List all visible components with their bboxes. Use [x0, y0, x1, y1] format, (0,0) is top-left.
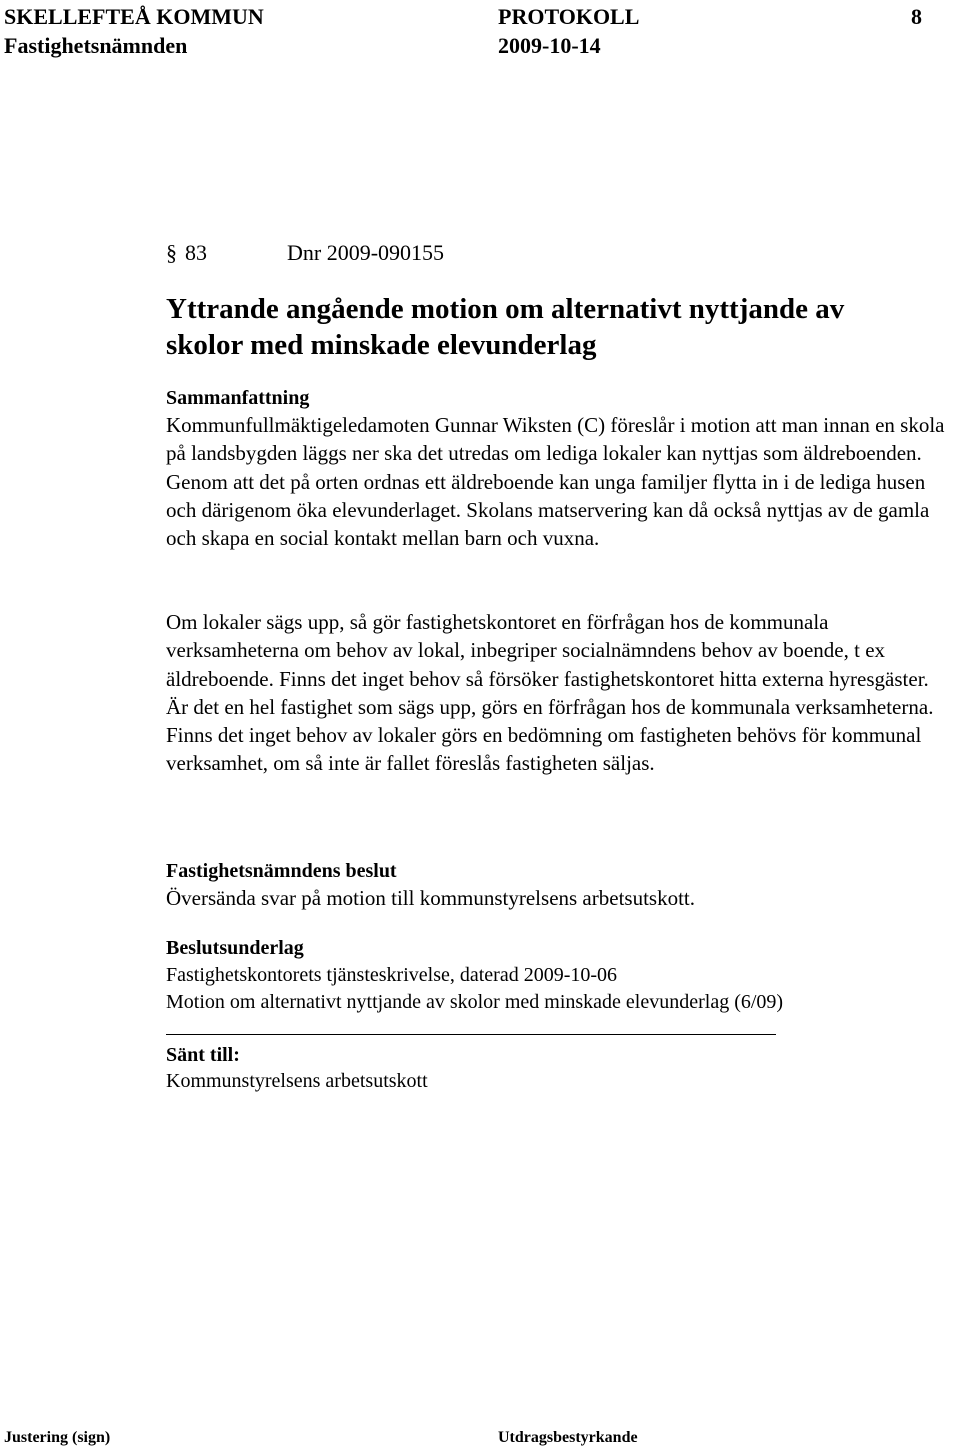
- section-number: 83: [185, 240, 207, 265]
- paragraph-symbol: §: [166, 240, 177, 265]
- case-number: Dnr 2009-090155: [287, 240, 445, 265]
- footer-signature-label: Justering (sign): [4, 1429, 111, 1446]
- summary-paragraph-2: Om lokaler sägs upp, så gör fastighetskontoret en förfrågan hos de kommunala verksamheterna om behov av lokal, inbegriper socialnämndens behov av boende, t ex äldreboende. Finns det inget behov så försöker fastighetskontoret hitta externa hyresgäster. Är det en hel fastighet som sägs upp, görs en förfrågan hos de kommunala verksamheterna. Finns det inget behov av lokaler görs en bedömning om fastigheten behövs för kommunal verksamhet, om så inte är fallet föreslås fastigheten säljas.: [166, 610, 934, 776]
- summary-paragraph-1: Kommunfullmäktigeledamoten Gunnar Wiksten (C) föreslår i motion att man innan en skola på landsbygden läggs ner ska det utredas om lediga lokaler kan nyttjas som äldreboenden. Genom att det på orten ordnas ett äldreboende kan unga familjer flytta in i de lediga husen och därigenom öka elevunderlaget. Skolans matservering kan då också nyttjas av de gamla och skapa en social kontakt mellan barn och vuxna.: [166, 413, 945, 551]
- basis-item-1: Fastighetskontorets tjänsteskrivelse, daterad 2009-10-06: [166, 964, 618, 986]
- section-reference: [166, 238, 444, 268]
- org-name: SKELLEFTEÅ KOMMUN: [4, 4, 264, 29]
- basis-item-2: Motion om alternativt nyttjande av skolor med minskade elevunderlag (6/09): [166, 991, 784, 1013]
- sent-to-heading: Sänt till:: [166, 1044, 240, 1066]
- page-number: 8: [911, 4, 922, 29]
- decision-heading: Fastighetsnämndens beslut: [166, 860, 397, 882]
- committee-name: Fastighetsnämnden: [4, 33, 188, 58]
- page-title: Yttrande angående motion om alternativt nyttjande av skolor med minskade elevunderlag: [166, 293, 845, 361]
- basis-heading: Beslutsunderlag: [166, 937, 304, 959]
- sent-to-recipient: Kommunstyrelsens arbetsutskott: [166, 1070, 428, 1092]
- decision-text: Översända svar på motion till kommunstyrelsens arbetsutskott.: [166, 886, 695, 910]
- footer-certification-label: Utdragsbestyrkande: [498, 1429, 638, 1446]
- meeting-date: 2009-10-14: [498, 33, 601, 58]
- doc-type: PROTOKOLL: [498, 4, 640, 29]
- divider-line: [166, 1034, 776, 1035]
- summary-heading: Sammanfattning: [166, 387, 310, 409]
